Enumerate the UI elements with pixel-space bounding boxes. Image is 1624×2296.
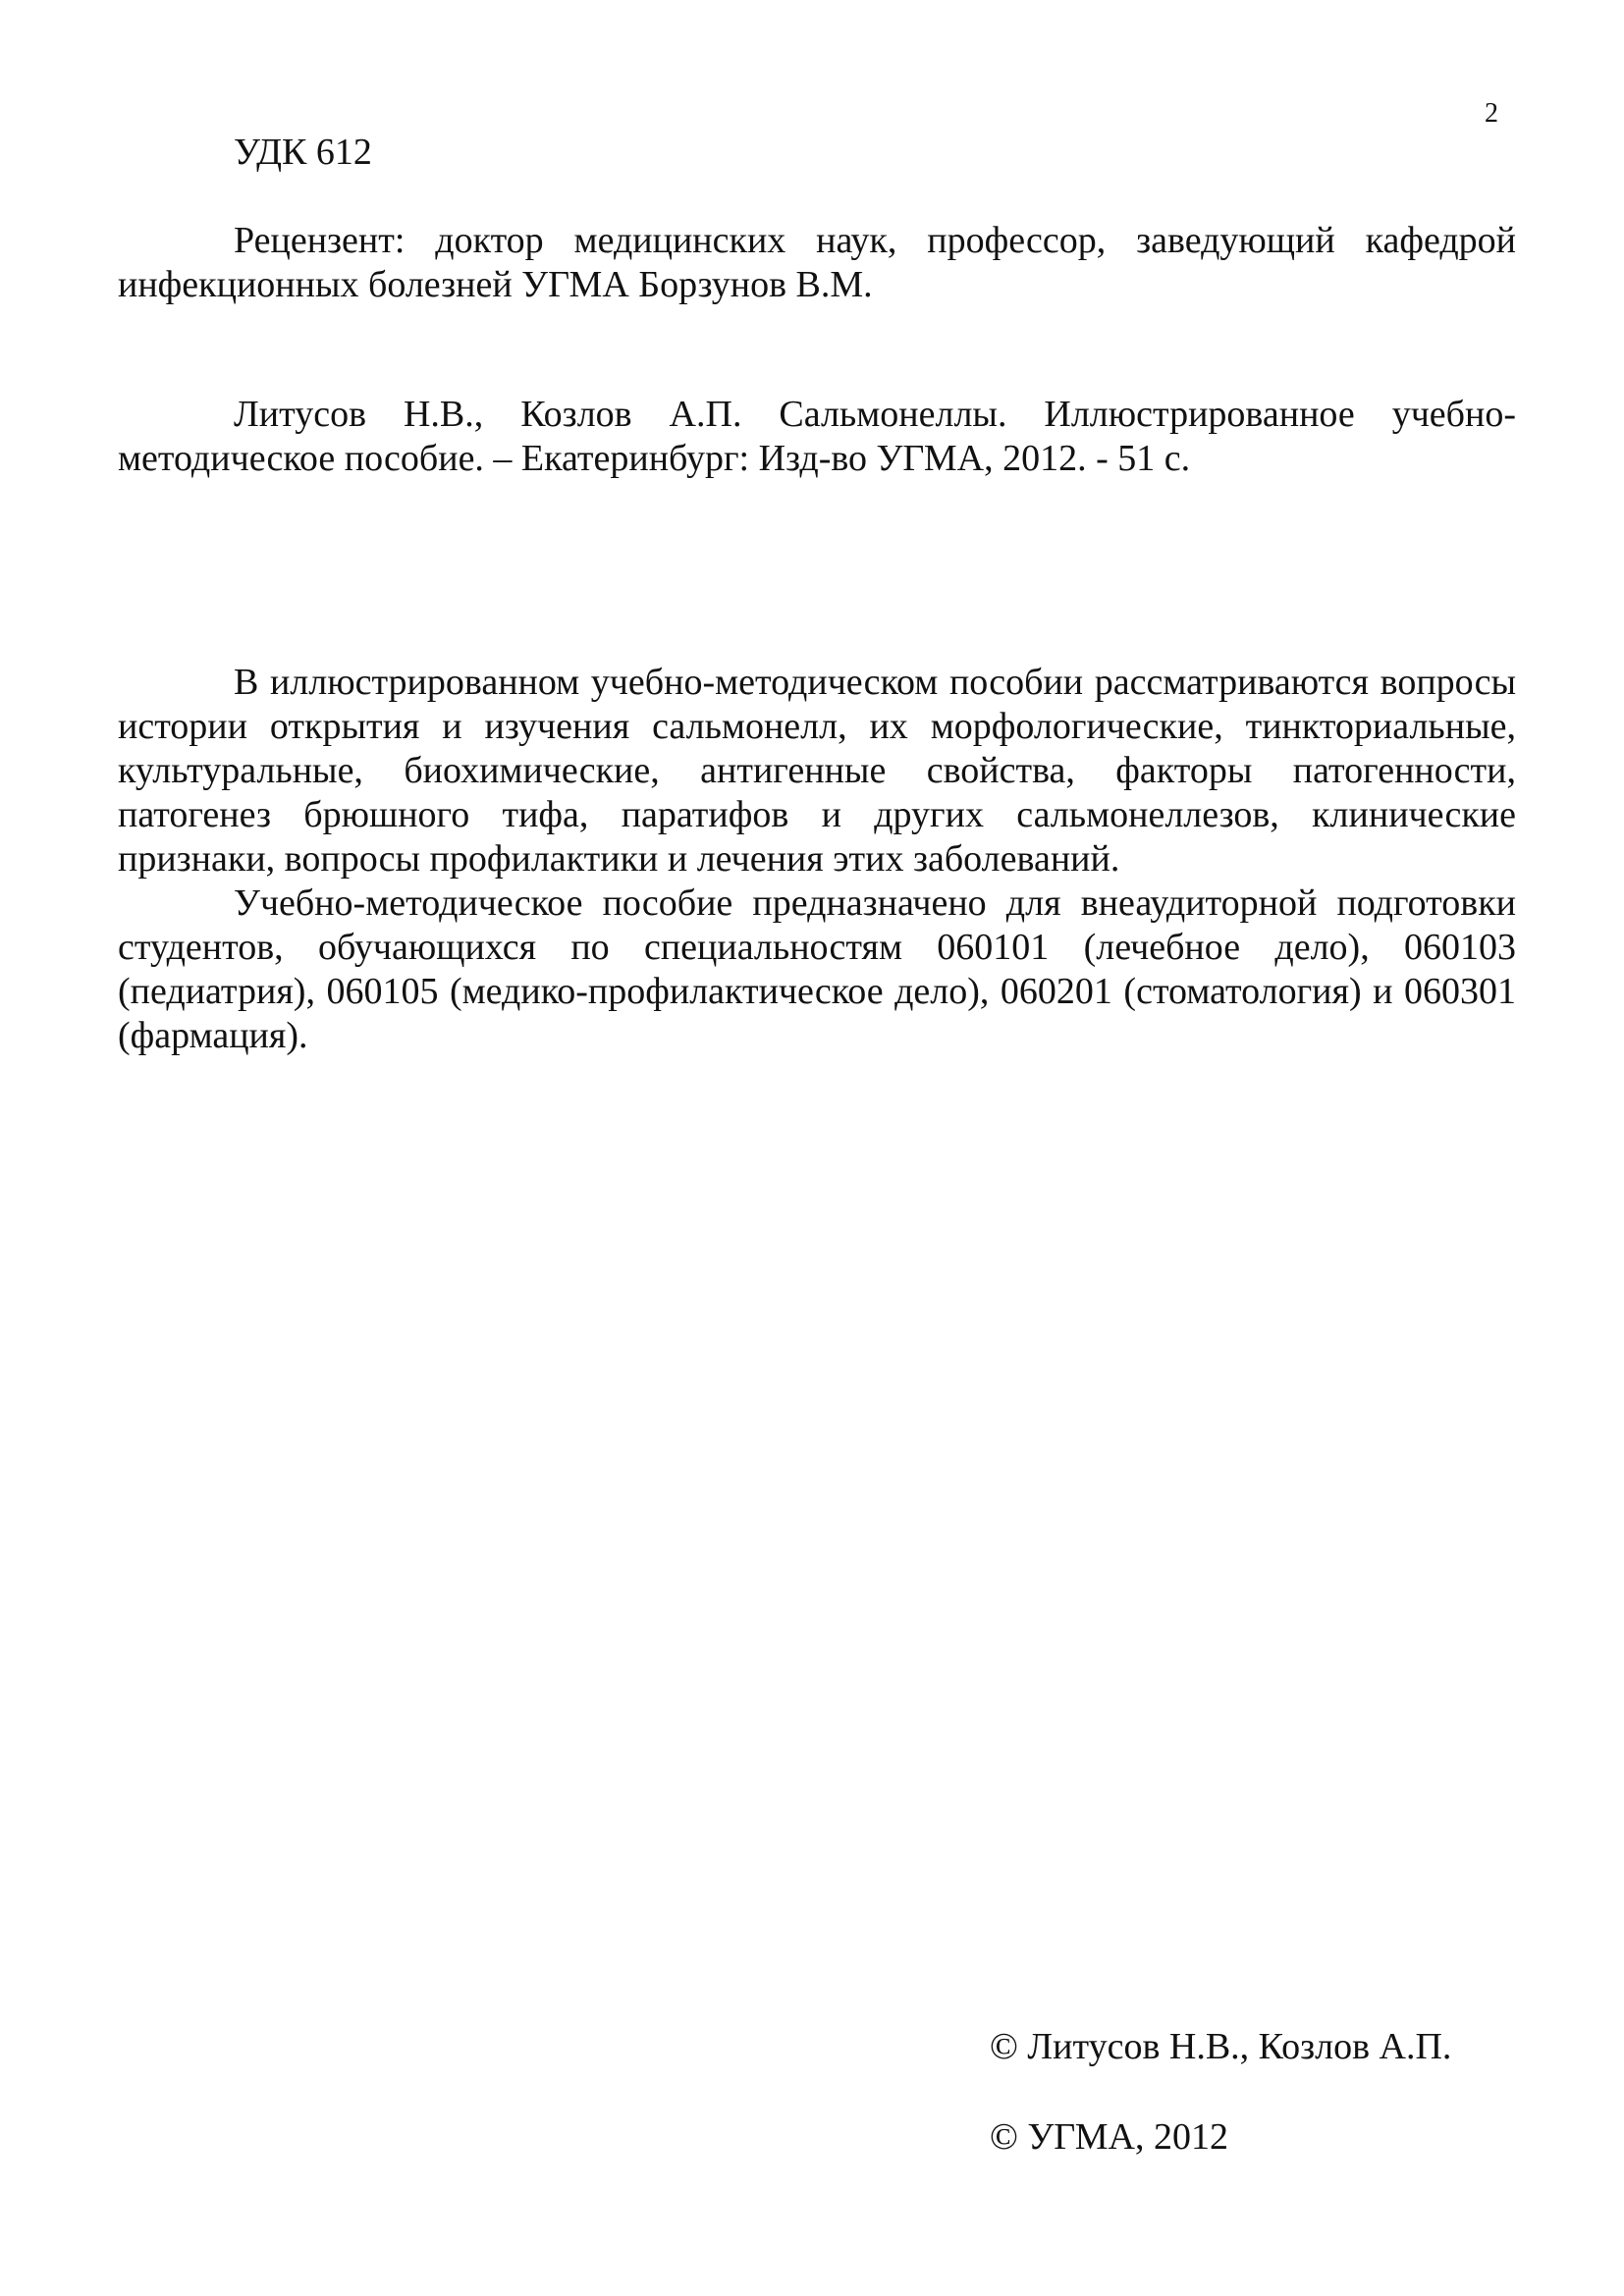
reviewer-paragraph: Рецензент: доктор медицинских наук, профессор, заведующий кафедрой инфекционных болезней УГМА Борзунов В.М. (118, 220, 1516, 305)
abstract-paragraph-2: Учебно-методическое пособие предназначено для внеаудиторной подготовки студентов, обучающихся по специальностям 060101 (лечебное дело), 060103 (педиатрия), 060105 (медико-профилактическое дело), 060201 (стоматология) и 060301 (фармация). (118, 882, 1516, 1056)
udk-code: УДК 612 (234, 132, 372, 173)
abstract-paragraph-1: В иллюстрированном учебно-методическом пособии рассматриваются вопросы истории открытия и изучения сальмонелл, их морфологические, тинкториальные, культуральные, биохимические, антигенные свойства, факторы патогенности, патогенез брюшного тифа, паратифов и других сальмонеллезов, клинические признаки, вопросы профилактики и лечения этих заболеваний. (118, 662, 1516, 880)
copyright-authors: © Литусов Н.В., Козлов А.П. (990, 2026, 1452, 2067)
page-number: 2 (1485, 98, 1498, 129)
copyright-university: © УГМА, 2012 (990, 2116, 1228, 2158)
abstract-section (118, 661, 1516, 1058)
citation-paragraph: Литусов Н.В., Козлов А.П. Сальмонеллы. Иллюстрированное учебно-методическое пособие. – Екатеринбург: Изд-во УГМА, 2012. - 51 с. (118, 394, 1516, 479)
